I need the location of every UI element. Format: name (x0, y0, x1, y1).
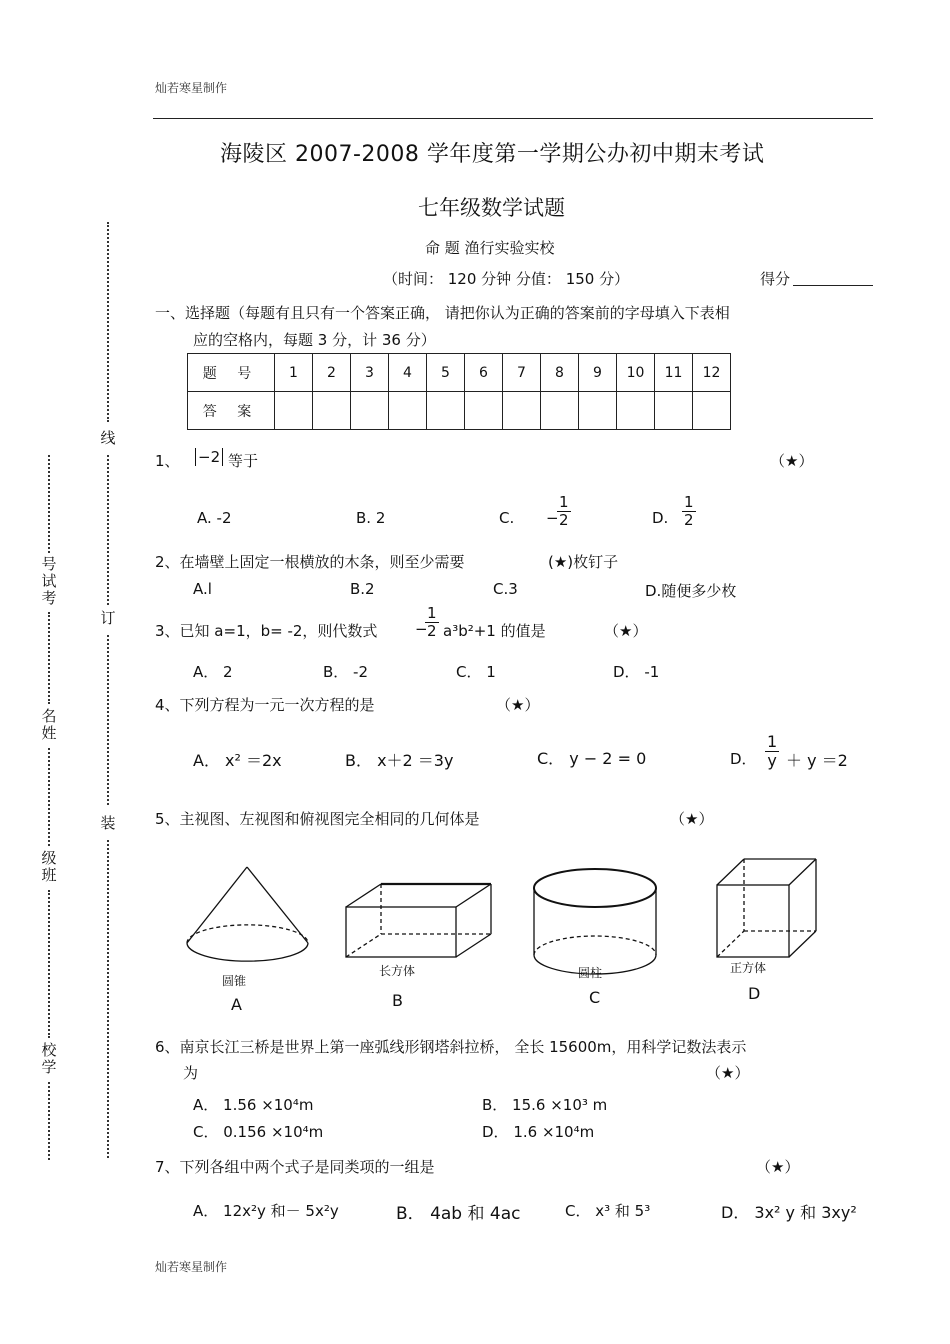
shape-letter-d: D (748, 984, 761, 1003)
binding-char-ding: 订 (100, 609, 116, 627)
shape-label-cylinder: 圆柱 (578, 966, 603, 980)
answer-cell[interactable] (389, 392, 427, 430)
section1-instructions-line2: 应的空格内，每题 3 分，计 36 分） (193, 331, 436, 349)
answer-table-answer-head: 答 案 (188, 392, 275, 430)
q4-d-numerator: 1 (767, 732, 778, 751)
q4-d-denominator: y (767, 751, 777, 770)
side-label-kaohao: 号试考 (41, 555, 57, 607)
q1-option-c-label: C. (499, 509, 515, 527)
q4-text: 4、下列方程为一元一次方程的是 (155, 696, 375, 714)
q7-option-a: A． 12x²y 和－ 5x²y (193, 1202, 339, 1220)
q1-d-denominator: 2 (684, 511, 694, 529)
q3-denominator: 2 (427, 622, 437, 640)
q7-text: 7、下列各组中两个式子是同类项的一组是 (155, 1158, 435, 1176)
q3-text: 3、已知 a=1，b= -2，则代数式 (155, 622, 378, 640)
answer-table-number: 5 (427, 354, 465, 392)
footer-watermark: 灿若寒星制作 (155, 1260, 228, 1274)
cube-shape (717, 859, 816, 957)
q2-option-d: D.随便多少枚 (645, 582, 737, 600)
answer-cell[interactable] (427, 392, 465, 430)
shape-label-cube: 正方体 (730, 961, 767, 975)
binding-char-xian: 线 (100, 429, 116, 447)
score-blank[interactable] (793, 285, 873, 286)
answer-table-number: 1 (275, 354, 313, 392)
q6-option-a: A． 1.56 ×10⁴m (193, 1096, 314, 1114)
q4-option-a: A． x² ＝2x (193, 751, 282, 770)
answer-table-number: 6 (465, 354, 503, 392)
side-line-5 (48, 1082, 50, 1160)
q1-option-d-fraction (682, 494, 696, 529)
binding-line-mid2 (107, 635, 109, 805)
shape-letter-a: A (231, 995, 242, 1014)
q7-star: （★） (756, 1158, 800, 1176)
q3-option-d: D． -1 (613, 663, 660, 681)
q7-option-c: C． x³ 和 5³ (565, 1202, 651, 1220)
author-line: 命 题 渔行实验实校 (425, 239, 555, 257)
q4-option-c: C． y − 2 = 0 (537, 749, 647, 768)
side-label-banji: 级班 (41, 849, 57, 884)
q1-abs-expression: −2 (195, 448, 223, 466)
cone-shape (187, 867, 308, 961)
q2-option-c: C.3 (493, 580, 518, 598)
q7-option-d: D． 3x² y 和 3xy² (721, 1203, 857, 1222)
q2-option-a: A.l (193, 580, 212, 598)
q5-star: （★） (670, 810, 714, 828)
q2-tail: (★)枚钉子 (548, 553, 619, 571)
answer-cell[interactable] (275, 392, 313, 430)
answer-table-number: 10 (617, 354, 655, 392)
q6-option-b: B． 15.6 ×10³ m (482, 1096, 608, 1114)
answer-cell[interactable] (351, 392, 389, 430)
q3-expression: a³b²+1 的值是 (443, 622, 546, 640)
answer-cell[interactable] (617, 392, 655, 430)
q3-sign: − (415, 620, 428, 638)
header-watermark: 灿若寒星制作 (155, 81, 228, 95)
cylinder-shape (534, 869, 656, 974)
shape-letter-c: C (589, 988, 601, 1007)
binding-line-bottom (107, 840, 109, 1158)
section1-instructions-line1: 一、选择题（每题有且只有一个答案正确， 请把你认为正确的答案前的字母填入下表相 (155, 304, 730, 322)
answer-table-number-head: 题 号 (188, 354, 275, 392)
shape-label-cone: 圆锥 (222, 974, 247, 988)
q1-option-a: A. -2 (197, 509, 232, 527)
answer-cell[interactable] (693, 392, 731, 430)
answer-cell[interactable] (541, 392, 579, 430)
time-score-line: （时间： 120 分钟 分值： 150 分） (383, 270, 630, 288)
q3-option-c: C． 1 (456, 663, 496, 681)
answer-table-answer-row (188, 392, 731, 430)
answer-table-number-row (188, 354, 731, 392)
q1-number: 1、 (155, 452, 180, 470)
binding-char-zhuang: 装 (100, 814, 116, 832)
side-label-xingming: 名姓 (41, 707, 57, 742)
q3-numerator: 1 (427, 604, 437, 622)
answer-cell[interactable] (579, 392, 617, 430)
q2-option-b: B.2 (350, 580, 375, 598)
side-label-xuexiao: 校学 (41, 1041, 57, 1076)
q1-c-denominator: 2 (559, 511, 569, 529)
cuboid-shape (346, 884, 491, 957)
answer-cell[interactable] (503, 392, 541, 430)
q3-option-a: A． 2 (193, 663, 233, 681)
side-line-4 (48, 890, 50, 1038)
answer-cell[interactable] (465, 392, 503, 430)
q1-c-numerator: 1 (559, 493, 569, 511)
q7-option-b: B． 4ab 和 4ac (396, 1204, 521, 1224)
binding-line-mid1 (107, 455, 109, 605)
answer-table-number: 7 (503, 354, 541, 392)
side-line-1 (48, 455, 50, 553)
shape-label-cuboid: 长方体 (379, 964, 416, 978)
side-line-3 (48, 748, 50, 846)
q4-option-d-tail: ＋ y ＝2 (786, 751, 848, 770)
q6-text-cont: 为 (183, 1064, 199, 1082)
answer-table-number: 9 (579, 354, 617, 392)
q4-option-d-fraction (765, 733, 779, 770)
answer-cell[interactable] (313, 392, 351, 430)
q4-star: （★） (496, 696, 540, 714)
q6-text: 6、南京长江三桥是世界上第一座弧线形钢塔斜拉桥， 全长 15600m，用科学记数法表示 (155, 1038, 747, 1056)
q6-star: （★） (706, 1064, 750, 1082)
answer-table (187, 353, 731, 430)
q6-option-d: D． 1.6 ×10⁴m (482, 1123, 595, 1141)
q3-star: （★） (604, 622, 648, 640)
score-label: 得分 (760, 270, 791, 288)
exam-title: 海陵区 2007-2008 学年度第一学期公办初中期末考试 (220, 142, 765, 167)
answer-table-number: 3 (351, 354, 389, 392)
q1-option-b: B. 2 (356, 509, 386, 527)
q1-option-c-fraction (557, 494, 571, 529)
q2-text: 2、在墙壁上固定一根横放的木条，则至少需要 (155, 553, 465, 571)
answer-cell[interactable] (655, 392, 693, 430)
answer-table-number: 8 (541, 354, 579, 392)
q1-option-d-label: D. (652, 509, 669, 527)
q5-text: 5、主视图、左视图和俯视图完全相同的几何体是 (155, 810, 480, 828)
q3-option-b: B． -2 (323, 663, 369, 681)
q1-option-c-sign: − (546, 509, 559, 527)
binding-line-top (107, 222, 109, 422)
q1-text: 等于 (228, 452, 259, 470)
exam-subtitle: 七年级数学试题 (418, 196, 565, 220)
side-line-2 (48, 612, 50, 704)
q1-star: （★） (770, 452, 814, 470)
q6-option-c: C． 0.156 ×10⁴m (193, 1123, 324, 1141)
shape-letter-b: B (392, 991, 403, 1010)
q1-d-numerator: 1 (684, 493, 694, 511)
answer-table-number: 2 (313, 354, 351, 392)
answer-table-number: 4 (389, 354, 427, 392)
answer-table-number: 12 (693, 354, 731, 392)
answer-table-number: 11 (655, 354, 693, 392)
q4-option-b: B． x＋2 ＝3y (345, 751, 454, 770)
q4-option-d-label: D． (730, 750, 757, 768)
q3-fraction (425, 605, 439, 640)
header-rule (153, 118, 873, 119)
